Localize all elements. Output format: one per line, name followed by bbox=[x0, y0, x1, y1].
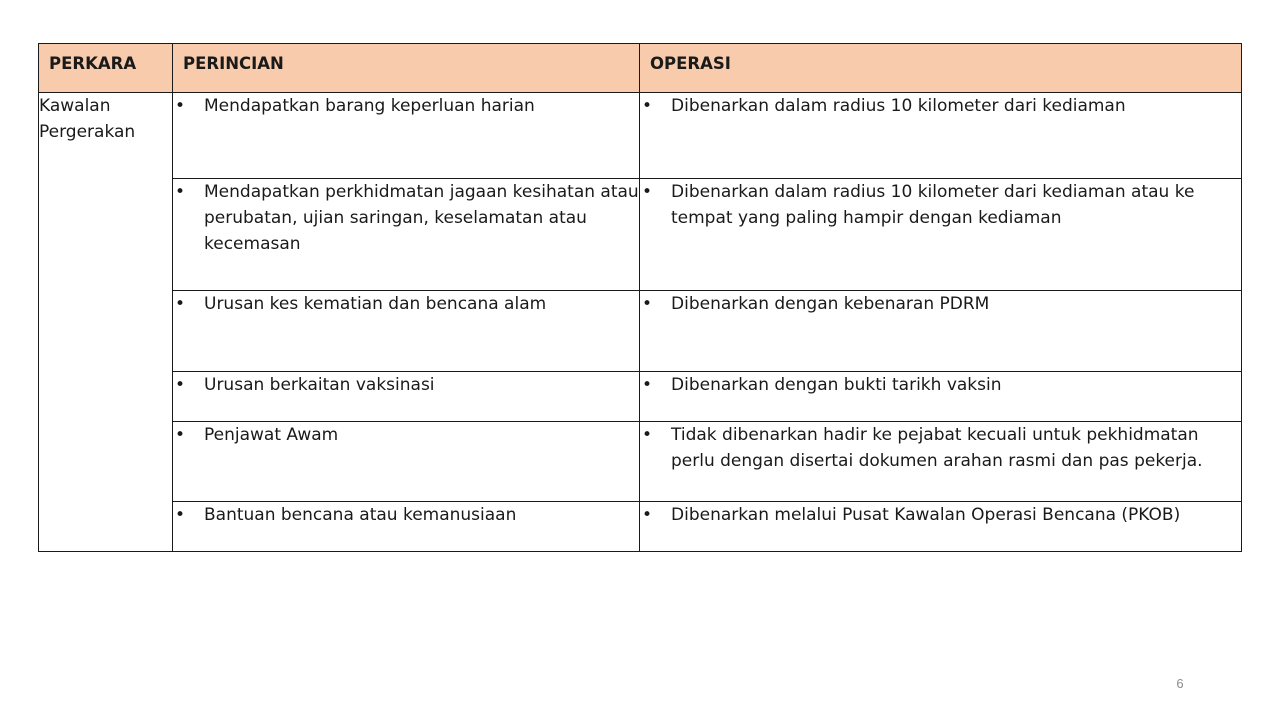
bullet-icon: • bbox=[642, 375, 653, 395]
table-row bbox=[39, 372, 1242, 422]
bullet-icon: • bbox=[175, 182, 186, 202]
header-perincian: PERINCIAN bbox=[173, 44, 640, 93]
operasi-text: Dibenarkan dalam radius 10 kilometer dari kediaman atau ke tempat yang paling hampir dengan kediaman bbox=[671, 182, 1195, 228]
bullet-icon: • bbox=[642, 294, 653, 314]
perincian-cell bbox=[173, 291, 640, 372]
perincian-cell bbox=[173, 502, 640, 552]
perincian-cell bbox=[173, 422, 640, 502]
operasi-cell bbox=[640, 291, 1242, 372]
bullet-icon: • bbox=[642, 505, 653, 525]
bullet-icon: • bbox=[642, 96, 653, 116]
perincian-text: Urusan berkaitan vaksinasi bbox=[204, 375, 435, 395]
operasi-cell bbox=[640, 93, 1242, 179]
bullet-icon: • bbox=[175, 375, 186, 395]
perincian-text: Mendapatkan barang keperluan harian bbox=[204, 96, 535, 116]
bullet-icon: • bbox=[175, 294, 186, 314]
perincian-text: Mendapatkan perkhidmatan jagaan kesihatan atau perubatan, ujian saringan, keselamatan atau kecemasan bbox=[204, 182, 639, 254]
table-row bbox=[39, 179, 1242, 291]
operasi-cell bbox=[640, 502, 1242, 552]
perincian-text: Bantuan bencana atau kemanusiaan bbox=[204, 505, 517, 525]
bullet-icon: • bbox=[175, 505, 186, 525]
bullet-icon: • bbox=[175, 96, 186, 116]
perincian-cell bbox=[173, 372, 640, 422]
table-row bbox=[39, 422, 1242, 502]
bullet-icon: • bbox=[175, 425, 186, 445]
table-row bbox=[39, 93, 1242, 179]
operasi-cell bbox=[640, 372, 1242, 422]
header-operasi: OPERASI bbox=[640, 44, 1242, 93]
bullet-icon: • bbox=[642, 425, 653, 445]
operasi-cell bbox=[640, 422, 1242, 502]
perincian-cell bbox=[173, 179, 640, 291]
table-row bbox=[39, 291, 1242, 372]
operasi-text: Tidak dibenarkan hadir ke pejabat kecuali untuk pekhidmatan perlu dengan disertai dokumen arahan rasmi dan pas pekerja. bbox=[671, 425, 1203, 471]
operasi-text: Dibenarkan dengan bukti tarikh vaksin bbox=[671, 375, 1002, 395]
table-row bbox=[39, 502, 1242, 552]
operasi-cell bbox=[640, 179, 1242, 291]
header-perkara: PERKARA bbox=[39, 44, 173, 93]
operasi-text: Dibenarkan dalam radius 10 kilometer dari kediaman bbox=[671, 96, 1126, 116]
perincian-cell bbox=[173, 93, 640, 179]
operasi-text: Dibenarkan dengan kebenaran PDRM bbox=[671, 294, 990, 314]
page-number: 6 bbox=[1176, 676, 1184, 691]
perincian-text: Urusan kes kematian dan bencana alam bbox=[204, 294, 547, 314]
operasi-text: Dibenarkan melalui Pusat Kawalan Operasi Bencana (PKOB) bbox=[671, 505, 1181, 525]
rules-table bbox=[38, 43, 1242, 552]
category-cell: Kawalan Pergerakan bbox=[39, 93, 173, 552]
bullet-icon: • bbox=[642, 182, 653, 202]
table-header-row bbox=[39, 44, 1242, 93]
perincian-text: Penjawat Awam bbox=[204, 425, 339, 445]
